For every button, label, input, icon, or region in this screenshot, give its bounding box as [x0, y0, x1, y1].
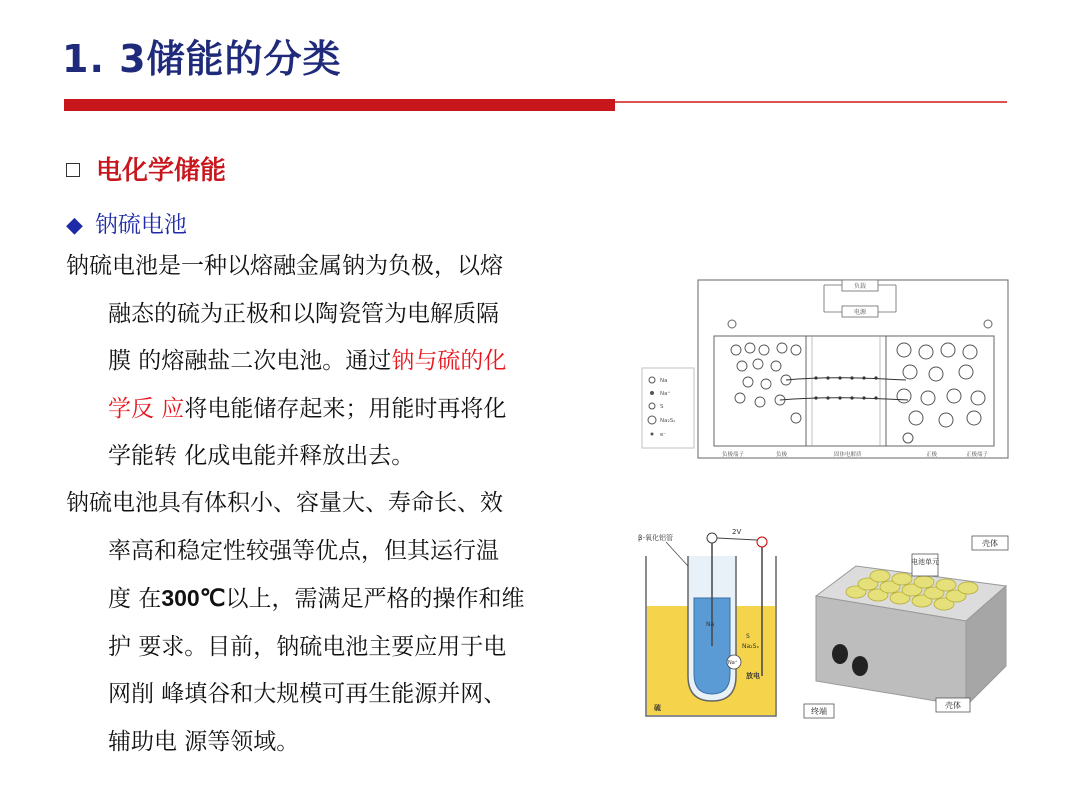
tube-label: β-氧化铝管	[638, 534, 673, 542]
discharge-label: 放电	[746, 672, 760, 680]
cell-unit-label: 电池单元	[911, 558, 939, 566]
legend-na-ion: Na⁺	[660, 391, 671, 397]
text-line: 网削 峰填谷和大规模可再生能源并网、	[108, 681, 507, 707]
voltage-label: 2V	[732, 528, 742, 536]
legend-s: S	[660, 404, 664, 410]
label-pos: 正极	[926, 452, 938, 458]
shell-label-bottom: 壳体	[945, 701, 961, 710]
label-pos-terminal: 正极端子	[966, 452, 989, 458]
subsection-heading	[66, 206, 187, 239]
text-line: 学能转 化成电能并释放出去。	[108, 443, 415, 469]
na-label: Na	[706, 621, 715, 628]
page-title: 1. 3储能的分类	[62, 37, 342, 81]
text-line: 率高和稳定性较强等优点，但其运行温	[108, 537, 499, 564]
text-line: 护 要求。目前，钠硫电池主要应用于电	[108, 633, 507, 660]
nasx-label: Na₂Sₓ	[742, 643, 760, 650]
legend-electron: e⁻	[660, 432, 667, 438]
text-line: 融态的硫为正极和以陶瓷管为电解质隔	[108, 300, 499, 327]
label-electrolyte: 固体电解质	[834, 452, 862, 458]
terminal-label: 终端	[811, 707, 827, 716]
label-neg-terminal: 负极端子	[722, 452, 745, 458]
text-line: 钠硫电池具有体积小、容量大、寿命长、效	[66, 490, 503, 516]
title-underline-thick	[64, 99, 615, 111]
paragraph-intro	[66, 243, 596, 481]
nas-battery-schematic	[636, 268, 1014, 468]
diamond-bullet-icon: ◆	[66, 213, 83, 238]
legend-nasx: Na₂Sₓ	[660, 418, 676, 424]
temperature-value: 300℃	[161, 585, 226, 611]
text-line: 辅助电 源等领域。	[108, 728, 300, 755]
title-underline-thin	[615, 101, 1007, 103]
sulfur-label: 硫	[654, 704, 661, 712]
text-line: 钠硫电池是一种以熔融金属钠为负极，以熔	[66, 253, 503, 279]
label-neg: 负极	[776, 452, 788, 458]
s-label: S	[746, 633, 750, 640]
text-line: 度 在300℃以上，需满足严格的操作和维	[108, 585, 525, 612]
beta-alumina-cell-diagram	[636, 526, 786, 726]
paragraph-features	[66, 480, 596, 766]
highlight-text: 钠与硫的化	[391, 348, 507, 374]
shell-label-top: 壳体	[982, 539, 998, 548]
source-label: 电源	[853, 309, 867, 316]
legend-na: Na	[660, 378, 668, 384]
subsection-label: 钠硫电池	[94, 212, 187, 238]
text-line: 学反 应将电能储存起来；用能时再将化	[108, 395, 507, 422]
section-label: 电化学储能	[96, 156, 227, 186]
text-line: 膜 的熔融盐二次电池。通过钠与硫的化	[108, 348, 507, 374]
section-heading	[66, 150, 226, 187]
load-label: 负载	[853, 283, 867, 290]
battery-module-illustration	[796, 526, 1016, 726]
na-ion-label: Na⁺	[728, 660, 738, 666]
highlight-text: 学反 应	[108, 395, 185, 422]
square-bullet-icon	[66, 163, 80, 177]
